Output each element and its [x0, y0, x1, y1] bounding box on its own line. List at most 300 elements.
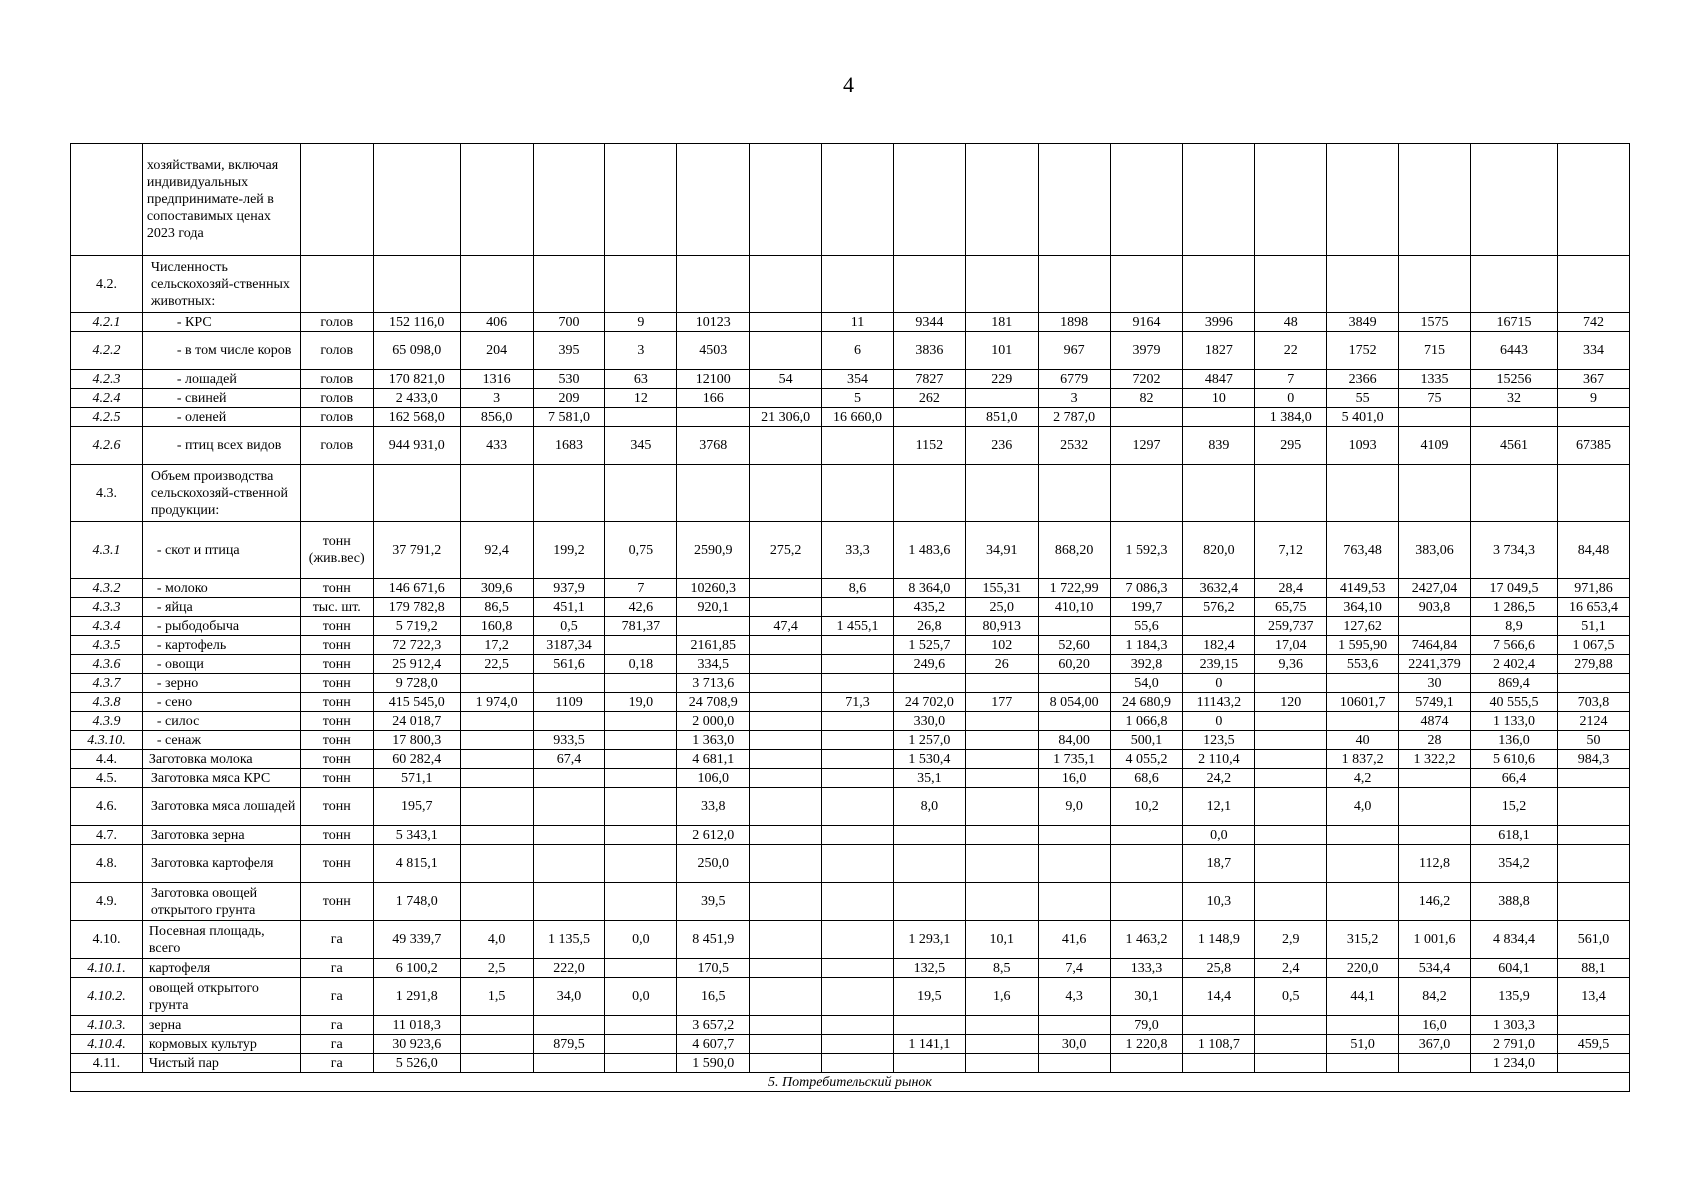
value-cell: [965, 1016, 1038, 1035]
value-cell: 7: [1255, 370, 1327, 389]
value-cell: 334,5: [677, 655, 750, 674]
value-cell: 75: [1399, 389, 1471, 408]
value-cell: 2124: [1558, 712, 1630, 731]
value-cell: 35,1: [893, 769, 965, 788]
value-cell: [1038, 144, 1110, 256]
table-row: [71, 427, 1630, 465]
table-row: [71, 731, 1630, 750]
value-cell: 703,8: [1558, 693, 1630, 712]
indicator-name-cell: - сенаж: [142, 731, 300, 750]
unit-cell: тонн: [300, 636, 373, 655]
table-row: [71, 674, 1630, 693]
value-cell: 24 708,9: [677, 693, 750, 712]
row-number-cell: 4.5.: [71, 769, 143, 788]
value-cell: 16715: [1470, 313, 1557, 332]
value-cell: [1255, 769, 1327, 788]
value-cell: [893, 1054, 965, 1073]
value-cell: 44,1: [1327, 978, 1399, 1016]
value-cell: 8,5: [965, 959, 1038, 978]
value-cell: [750, 959, 822, 978]
value-cell: 3849: [1327, 313, 1399, 332]
value-cell: 1 525,7: [893, 636, 965, 655]
value-cell: [1399, 617, 1471, 636]
table-row: [71, 144, 1630, 256]
value-cell: [1255, 788, 1327, 826]
indicator-name-cell: кормовых культур: [142, 1035, 300, 1054]
value-cell: 1 001,6: [1399, 921, 1471, 959]
row-number-cell: 4.3.4: [71, 617, 143, 636]
indicator-name-cell: - в том числе коров: [142, 332, 300, 370]
value-cell: [822, 712, 894, 731]
value-cell: [460, 1035, 533, 1054]
value-cell: [822, 959, 894, 978]
value-cell: [533, 1054, 605, 1073]
value-cell: [1183, 256, 1255, 313]
value-cell: 13,4: [1558, 978, 1630, 1016]
value-cell: [1327, 674, 1399, 693]
value-cell: 17,04: [1255, 636, 1327, 655]
value-cell: 1 303,3: [1470, 1016, 1557, 1035]
value-cell: [893, 144, 965, 256]
value-cell: [965, 883, 1038, 921]
value-cell: 3979: [1110, 332, 1183, 370]
value-cell: [893, 256, 965, 313]
value-cell: [1327, 826, 1399, 845]
value-cell: [1038, 617, 1110, 636]
row-number-cell: 4.3.3: [71, 598, 143, 617]
value-cell: [965, 769, 1038, 788]
value-cell: [1038, 883, 1110, 921]
value-cell: 3: [460, 389, 533, 408]
value-cell: [1327, 845, 1399, 883]
value-cell: [1399, 788, 1471, 826]
value-cell: [677, 256, 750, 313]
value-cell: 1 974,0: [460, 693, 533, 712]
value-cell: [965, 712, 1038, 731]
value-cell: 8 054,00: [1038, 693, 1110, 712]
value-cell: 367: [1558, 370, 1630, 389]
value-cell: 10260,3: [677, 579, 750, 598]
row-number-cell: 4.3.8: [71, 693, 143, 712]
value-cell: 354: [822, 370, 894, 389]
unit-cell: тонн: [300, 883, 373, 921]
table-row: [71, 921, 1630, 959]
table-row: [71, 636, 1630, 655]
value-cell: 3 713,6: [677, 674, 750, 693]
value-cell: 55: [1327, 389, 1399, 408]
row-number-cell: 4.4.: [71, 750, 143, 769]
indicator-name-cell: Заготовка картофеля: [142, 845, 300, 883]
value-cell: [822, 750, 894, 769]
value-cell: 1 141,1: [893, 1035, 965, 1054]
value-cell: [605, 256, 677, 313]
value-cell: 0,0: [605, 921, 677, 959]
value-cell: [605, 408, 677, 427]
value-cell: [750, 427, 822, 465]
value-cell: 4,3: [1038, 978, 1110, 1016]
total-value-cell: 170 821,0: [373, 370, 460, 389]
value-cell: 354,2: [1470, 845, 1557, 883]
value-cell: 388,8: [1470, 883, 1557, 921]
value-cell: 1297: [1110, 427, 1183, 465]
table-row: [71, 655, 1630, 674]
value-cell: 1093: [1327, 427, 1399, 465]
indicator-name-cell: - КРС: [142, 313, 300, 332]
value-cell: [1183, 144, 1255, 256]
value-cell: 4,0: [460, 921, 533, 959]
value-cell: [1327, 465, 1399, 522]
value-cell: 1 590,0: [677, 1054, 750, 1073]
value-cell: 4874: [1399, 712, 1471, 731]
value-cell: 84,48: [1558, 522, 1630, 579]
value-cell: 30: [1399, 674, 1471, 693]
indicator-name-cell: Заготовка мяса лошадей: [142, 788, 300, 826]
value-cell: 25,8: [1183, 959, 1255, 978]
value-cell: 24,2: [1183, 769, 1255, 788]
value-cell: 18,7: [1183, 845, 1255, 883]
value-cell: 0,0: [605, 978, 677, 1016]
value-cell: [460, 465, 533, 522]
value-cell: 67,4: [533, 750, 605, 769]
value-cell: [750, 978, 822, 1016]
indicator-name-cell: - картофель: [142, 636, 300, 655]
value-cell: 250,0: [677, 845, 750, 883]
value-cell: 133,3: [1110, 959, 1183, 978]
value-cell: [1558, 1054, 1630, 1073]
value-cell: 2,9: [1255, 921, 1327, 959]
value-cell: 1 286,5: [1470, 598, 1557, 617]
total-value-cell: 37 791,2: [373, 522, 460, 579]
table-row: [71, 579, 1630, 598]
value-cell: [1255, 731, 1327, 750]
value-cell: 561,6: [533, 655, 605, 674]
total-value-cell: 9 728,0: [373, 674, 460, 693]
unit-cell: га: [300, 978, 373, 1016]
value-cell: 132,5: [893, 959, 965, 978]
value-cell: [750, 750, 822, 769]
value-cell: 4 834,4: [1470, 921, 1557, 959]
value-cell: [822, 144, 894, 256]
value-cell: 10,1: [965, 921, 1038, 959]
value-cell: 67385: [1558, 427, 1630, 465]
value-cell: [893, 465, 965, 522]
value-cell: [750, 921, 822, 959]
total-value-cell: [373, 256, 460, 313]
value-cell: 106,0: [677, 769, 750, 788]
value-cell: 2366: [1327, 370, 1399, 389]
value-cell: 229: [965, 370, 1038, 389]
section-title: 5. Потребительский рынок: [71, 1073, 1630, 1092]
value-cell: 7,4: [1038, 959, 1110, 978]
value-cell: [460, 845, 533, 883]
value-cell: 12: [605, 389, 677, 408]
value-cell: [1255, 1035, 1327, 1054]
value-cell: 435,2: [893, 598, 965, 617]
value-cell: 869,4: [1470, 674, 1557, 693]
value-cell: 4 055,2: [1110, 750, 1183, 769]
value-cell: [750, 883, 822, 921]
value-cell: [1327, 1054, 1399, 1073]
table-row: [71, 598, 1630, 617]
value-cell: [1038, 465, 1110, 522]
value-cell: [822, 921, 894, 959]
value-cell: 88,1: [1558, 959, 1630, 978]
unit-cell: тонн: [300, 750, 373, 769]
statistics-table: [70, 143, 1630, 1092]
total-value-cell: [373, 144, 460, 256]
value-cell: [750, 693, 822, 712]
value-cell: [750, 731, 822, 750]
value-cell: 40: [1327, 731, 1399, 750]
value-cell: 7827: [893, 370, 965, 389]
value-cell: 839: [1183, 427, 1255, 465]
value-cell: 1,6: [965, 978, 1038, 1016]
value-cell: 32: [1470, 389, 1557, 408]
value-cell: 7: [605, 579, 677, 598]
total-value-cell: 4 815,1: [373, 845, 460, 883]
value-cell: [1327, 144, 1399, 256]
unit-cell: тонн: [300, 845, 373, 883]
row-number-cell: 4.6.: [71, 788, 143, 826]
value-cell: [460, 731, 533, 750]
total-value-cell: 5 343,1: [373, 826, 460, 845]
total-value-cell: 2 433,0: [373, 389, 460, 408]
value-cell: 8,9: [1470, 617, 1557, 636]
total-value-cell: 1 748,0: [373, 883, 460, 921]
value-cell: 8,6: [822, 579, 894, 598]
value-cell: [822, 1035, 894, 1054]
value-cell: [1110, 826, 1183, 845]
value-cell: 84,00: [1038, 731, 1110, 750]
value-cell: 6: [822, 332, 894, 370]
value-cell: 39,5: [677, 883, 750, 921]
value-cell: [605, 465, 677, 522]
value-cell: [605, 712, 677, 731]
value-cell: [750, 465, 822, 522]
value-cell: [1110, 883, 1183, 921]
row-number-cell: 4.10.1.: [71, 959, 143, 978]
value-cell: 1 322,2: [1399, 750, 1471, 769]
value-cell: 7464,84: [1399, 636, 1471, 655]
value-cell: 0: [1183, 674, 1255, 693]
value-cell: [822, 655, 894, 674]
table-row: [71, 712, 1630, 731]
value-cell: [822, 1054, 894, 1073]
value-cell: 4,0: [1327, 788, 1399, 826]
total-value-cell: 1 291,8: [373, 978, 460, 1016]
total-value-cell: 5 719,2: [373, 617, 460, 636]
unit-cell: голов: [300, 408, 373, 427]
value-cell: 1 592,3: [1110, 522, 1183, 579]
value-cell: [1255, 845, 1327, 883]
value-cell: 933,5: [533, 731, 605, 750]
value-cell: [533, 465, 605, 522]
value-cell: [605, 144, 677, 256]
unit-cell: тонн: [300, 674, 373, 693]
value-cell: [1255, 750, 1327, 769]
value-cell: 16,5: [677, 978, 750, 1016]
value-cell: 8,0: [893, 788, 965, 826]
value-cell: 236: [965, 427, 1038, 465]
value-cell: 68,6: [1110, 769, 1183, 788]
value-cell: 742: [1558, 313, 1630, 332]
value-cell: 781,37: [605, 617, 677, 636]
value-cell: 222,0: [533, 959, 605, 978]
value-cell: [750, 598, 822, 617]
value-cell: 146,2: [1399, 883, 1471, 921]
row-number-cell: 4.3.7: [71, 674, 143, 693]
unit-cell: га: [300, 959, 373, 978]
value-cell: [1399, 769, 1471, 788]
value-cell: [822, 598, 894, 617]
value-cell: 433: [460, 427, 533, 465]
value-cell: 1 530,4: [893, 750, 965, 769]
value-cell: 2 787,0: [1038, 408, 1110, 427]
value-cell: [460, 712, 533, 731]
value-cell: 259,737: [1255, 617, 1327, 636]
value-cell: 204: [460, 332, 533, 370]
row-number-cell: 4.2.5: [71, 408, 143, 427]
value-cell: 55,6: [1110, 617, 1183, 636]
value-cell: [1327, 883, 1399, 921]
value-cell: 16,0: [1038, 769, 1110, 788]
value-cell: 22,5: [460, 655, 533, 674]
unit-cell: тонн: [300, 579, 373, 598]
value-cell: 28: [1399, 731, 1471, 750]
value-cell: 25,0: [965, 598, 1038, 617]
value-cell: 879,5: [533, 1035, 605, 1054]
indicator-name-cell: - молоко: [142, 579, 300, 598]
value-cell: 820,0: [1183, 522, 1255, 579]
value-cell: [893, 883, 965, 921]
value-cell: [1558, 769, 1630, 788]
value-cell: 700: [533, 313, 605, 332]
value-cell: 530: [533, 370, 605, 389]
value-cell: 3 657,2: [677, 1016, 750, 1035]
value-cell: 2,5: [460, 959, 533, 978]
row-number-cell: 4.11.: [71, 1054, 143, 1073]
value-cell: 11: [822, 313, 894, 332]
value-cell: [460, 788, 533, 826]
total-value-cell: 146 671,6: [373, 579, 460, 598]
unit-cell: га: [300, 921, 373, 959]
value-cell: 3996: [1183, 313, 1255, 332]
value-cell: [1470, 256, 1557, 313]
value-cell: 1 455,1: [822, 617, 894, 636]
table-row: [71, 959, 1630, 978]
value-cell: [965, 465, 1038, 522]
unit-cell: [300, 465, 373, 522]
value-cell: 0: [1255, 389, 1327, 408]
row-number-cell: 4.3.5: [71, 636, 143, 655]
value-cell: 8 364,0: [893, 579, 965, 598]
row-number-cell: 4.2.: [71, 256, 143, 313]
value-cell: [965, 750, 1038, 769]
total-value-cell: 6 100,2: [373, 959, 460, 978]
value-cell: 41,6: [1038, 921, 1110, 959]
indicator-name-cell: Заготовка зерна: [142, 826, 300, 845]
value-cell: [750, 1016, 822, 1035]
value-cell: [1327, 712, 1399, 731]
row-number-cell: 4.2.2: [71, 332, 143, 370]
indicator-name-cell: Заготовка мяса КРС: [142, 769, 300, 788]
value-cell: 1335: [1399, 370, 1471, 389]
value-cell: 4149,53: [1327, 579, 1399, 598]
total-value-cell: 179 782,8: [373, 598, 460, 617]
value-cell: 177: [965, 693, 1038, 712]
indicator-name-cell: картофеля: [142, 959, 300, 978]
indicator-name-cell: Чистый пар: [142, 1054, 300, 1073]
row-number-cell: [71, 144, 143, 256]
value-cell: 34,91: [965, 522, 1038, 579]
value-cell: 279,88: [1558, 655, 1630, 674]
value-cell: 275,2: [750, 522, 822, 579]
value-cell: 1 234,0: [1470, 1054, 1557, 1073]
value-cell: 715: [1399, 332, 1471, 370]
value-cell: 80,913: [965, 617, 1038, 636]
value-cell: 21 306,0: [750, 408, 822, 427]
value-cell: [533, 826, 605, 845]
table-row: [71, 788, 1630, 826]
value-cell: [750, 389, 822, 408]
value-cell: 9344: [893, 313, 965, 332]
row-number-cell: 4.10.2.: [71, 978, 143, 1016]
value-cell: [605, 959, 677, 978]
value-cell: [1110, 1054, 1183, 1073]
value-cell: [1183, 617, 1255, 636]
unit-cell: тонн: [300, 826, 373, 845]
value-cell: [1038, 674, 1110, 693]
value-cell: 22: [1255, 332, 1327, 370]
value-cell: [822, 788, 894, 826]
value-cell: [822, 731, 894, 750]
value-cell: 2161,85: [677, 636, 750, 655]
unit-cell: тонн: [300, 693, 373, 712]
value-cell: [460, 256, 533, 313]
value-cell: [750, 332, 822, 370]
value-cell: [1399, 256, 1471, 313]
value-cell: 1 184,3: [1110, 636, 1183, 655]
table-row: [71, 750, 1630, 769]
indicator-name-cell: Объем производства сельскохозяй-ственной продукции:: [142, 465, 300, 522]
value-cell: [533, 788, 605, 826]
value-cell: [533, 845, 605, 883]
value-cell: [1255, 144, 1327, 256]
value-cell: [750, 636, 822, 655]
value-cell: [750, 313, 822, 332]
value-cell: [965, 256, 1038, 313]
value-cell: [1110, 256, 1183, 313]
value-cell: 40 555,5: [1470, 693, 1557, 712]
unit-cell: га: [300, 1054, 373, 1073]
value-cell: [1038, 712, 1110, 731]
row-number-cell: 4.10.4.: [71, 1035, 143, 1054]
value-cell: 500,1: [1110, 731, 1183, 750]
value-cell: 1 722,99: [1038, 579, 1110, 598]
value-cell: [893, 845, 965, 883]
value-cell: 66,4: [1470, 769, 1557, 788]
value-cell: [822, 978, 894, 1016]
value-cell: 63: [605, 370, 677, 389]
value-cell: 26: [965, 655, 1038, 674]
value-cell: [965, 731, 1038, 750]
value-cell: 65,75: [1255, 598, 1327, 617]
value-cell: [1399, 1054, 1471, 1073]
value-cell: 7 086,3: [1110, 579, 1183, 598]
value-cell: 9,36: [1255, 655, 1327, 674]
value-cell: 7202: [1110, 370, 1183, 389]
value-cell: [1558, 256, 1630, 313]
